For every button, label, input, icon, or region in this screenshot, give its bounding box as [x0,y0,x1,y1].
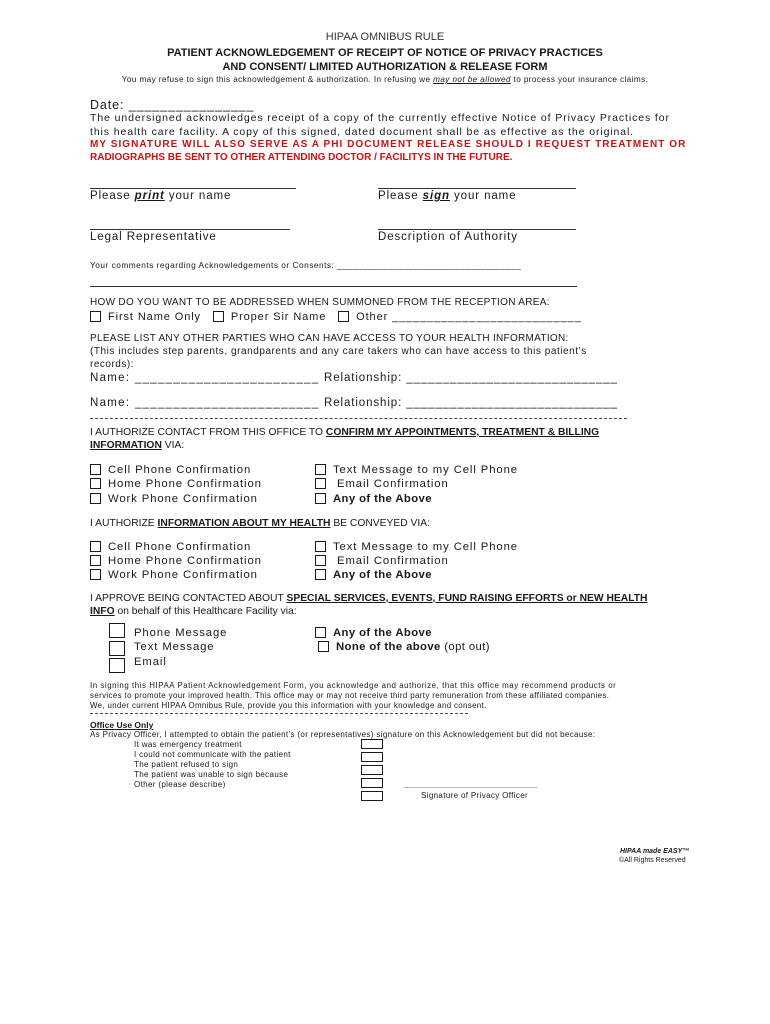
health-any-option[interactable] [315,569,432,581]
checkbox-icon[interactable] [315,493,326,504]
health-any-label: Any of the Above [333,569,432,581]
office-intro: As Privacy Officer, I attempted to obtain the patient’s (or representatives) signature on this Acknowledgement but did not because: [90,730,596,739]
party-name-2[interactable]: Name: ________________________ [90,397,320,409]
contact-text-label: Text Message to my Cell Phone [333,464,518,476]
warning-line1: MY SIGNATURE WILL ALSO SERVE AS A PHI DOCUMENT RELEASE SHOULD I REQUEST TREATMENT OR [90,139,687,150]
authority-label: Description of Authority [378,231,518,243]
form-title-line2: AND CONSENT/ LIMITED AUTHORIZATION & RELEASE FORM [222,61,548,73]
officer-signature-line[interactable]: ________________________________________ [404,782,538,788]
contact-email-label: Email Confirmation [337,478,449,490]
sign-em: sign [422,190,450,202]
approve-em2: INFO [90,606,115,617]
office-reason-2: I could not communicate with the patient [134,750,291,759]
opt-other-label: Other ___________________________ [356,311,582,323]
contact-heading-line2 [90,440,184,451]
approve-heading-line1 [90,593,647,604]
contact-any-label: Any of the Above [333,493,432,505]
address-options [90,311,582,323]
closing-line1: In signing this HIPAA Patient Acknowledgement Form, you acknowledge and authorize, that this office may recommend products or [90,681,617,690]
office-reason-1-checkbox[interactable] [361,739,383,749]
checkbox-icon[interactable] [90,478,101,489]
approve-any-label: Any of the Above [333,627,432,639]
contact-cell-option[interactable] [90,464,251,476]
health-text-option[interactable] [315,541,518,553]
checkbox-icon[interactable] [338,311,349,322]
approve-none-option[interactable] [318,641,490,653]
checkbox-icon[interactable] [318,641,329,652]
approve-phone-label: Phone Message [134,627,228,639]
opt-first-name[interactable] [90,311,201,323]
checkbox-icon[interactable] [90,464,101,475]
sign-name-line[interactable] [378,188,576,189]
sign-post: your name [449,190,517,202]
approve-none-post: (opt out) [440,641,490,653]
approve-text-label: Text Message [134,641,215,653]
office-reason-4: The patient was unable to sign because [134,770,289,779]
health-home-option[interactable] [90,555,262,567]
approve-em1: SPECIAL SERVICES, EVENTS, FUND RAISING EFFORTS or NEW HEALTH [286,593,648,604]
checkbox-icon[interactable] [315,569,326,580]
opt-other[interactable] [338,311,581,323]
office-use-title: Office Use Only [90,720,154,730]
print-name-line[interactable] [90,188,296,189]
office-reason-5-checkbox[interactable] [361,791,383,801]
section-divider [90,418,627,419]
health-text-label: Text Message to my Cell Phone [333,541,518,553]
checkbox-icon[interactable] [90,493,101,504]
party-relationship-2[interactable]: Relationship: _____________________________ [324,397,618,409]
comments-line[interactable] [90,286,577,287]
print-name-label [90,190,231,202]
health-post: BE CONVEYED VIA: [330,518,431,529]
approve-post: on behalf of this Healthcare Facility via: [114,606,297,617]
contact-text-option[interactable] [315,464,518,476]
brand-mark: HIPAA made EASY™ [620,848,690,855]
refusal-emphasis: may not be allowed [433,75,511,84]
office-divider [90,713,468,714]
form-title-line1: PATIENT ACKNOWLEDGEMENT OF RECEIPT OF NOTICE OF PRIVACY PRACTICES [167,47,603,59]
address-question: HOW DO YOU WANT TO BE ADDRESSED WHEN SUMMONED FROM THE RECEPTION AREA: [90,297,550,308]
opt-proper-name-label: Proper Sir Name [230,311,327,323]
contact-home-option[interactable] [90,478,262,490]
checkbox-icon[interactable] [315,464,326,475]
office-reason-4-checkbox[interactable] [361,778,383,788]
sign-name-label [378,190,516,202]
contact-email-option[interactable] [315,478,449,490]
checkbox-icon[interactable] [213,311,224,322]
closing-line2: services to promote your improved health. This office may or may not receive third party remuneration from these affiliated companies. [90,691,610,700]
print-pre: Please [90,190,135,202]
approve-heading-line2 [90,606,297,617]
form-rule-heading: HIPAA OMNIBUS RULE [325,31,445,43]
approve-phone-checkbox[interactable] [109,623,125,638]
print-post: your name [164,190,232,202]
legal-rep-line[interactable] [90,229,290,230]
approve-text-checkbox[interactable] [109,641,125,656]
approve-none-label: None of the above [336,641,441,653]
warning-line2: RADIOGRAPHS BE SENT TO OTHER ATTENDING DOCTOR / FACILITYS IN THE FUTURE. [90,152,513,163]
checkbox-icon[interactable] [90,569,101,580]
checkbox-icon[interactable] [315,555,326,566]
contact-em1: CONFIRM MY APPOINTMENTS, TREATMENT & BILLING [325,427,600,438]
contact-work-label: Work Phone Confirmation [108,493,258,505]
health-cell-option[interactable] [90,541,251,553]
health-cell-label: Cell Phone Confirmation [108,541,252,553]
refusal-pre: You may refuse to sign this acknowledgement & authorization. In refusing we [121,75,434,84]
refusal-post: to process your insurance claims. [510,75,649,84]
checkbox-icon[interactable] [315,478,326,489]
contact-em2: INFORMATION [90,440,162,451]
contact-any-option[interactable] [315,493,432,505]
health-heading [90,518,430,529]
office-reason-3-checkbox[interactable] [361,765,383,775]
approve-email-label: Email [134,656,167,668]
closing-line3: We, under current HIPAA Omnibus Rule, provide you this information with your knowledge and consent. [90,701,487,710]
checkbox-icon[interactable] [90,541,101,552]
parties-line3: records): [90,359,134,370]
contact-pre: I AUTHORIZE CONTACT FROM THIS OFFICE TO [90,427,326,438]
copyright-notice: ©All Rights Reserved [619,857,686,864]
parties-line2: (This includes step parents, grandparents and any care takers who can have access to this patient’s [90,346,587,357]
approve-email-checkbox[interactable] [109,658,125,673]
contact-work-option[interactable] [90,493,258,505]
contact-home-label: Home Phone Confirmation [108,478,262,490]
health-work-option[interactable] [90,569,258,581]
health-work-label: Work Phone Confirmation [108,569,258,581]
office-reason-5: Other (please describe) [134,780,226,789]
office-reason-3: The patient refused to sign [134,760,239,769]
opt-proper-name[interactable] [213,311,326,323]
comments-field[interactable]: Your comments regarding Acknowledgements or Consents: ____________________________________ [90,260,522,270]
contact-heading-line1 [90,427,599,438]
legal-rep-label: Legal Representative [90,231,217,243]
health-em: INFORMATION ABOUT MY HEALTH [157,518,331,529]
approve-any-option[interactable] [315,627,432,639]
officer-signature-label: Signature of Privacy Officer [421,791,529,800]
party-name-1[interactable]: Name: ________________________ [90,372,320,384]
health-pre: I AUTHORIZE [90,518,158,529]
office-reason-1: It was emergency treatment [134,740,242,749]
office-reason-2-checkbox[interactable] [361,752,383,762]
health-email-option[interactable] [315,555,449,567]
party-relationship-1[interactable]: Relationship: _____________________________ [324,372,618,384]
checkbox-icon[interactable] [90,555,101,566]
health-email-label: Email Confirmation [337,555,449,567]
opt-first-name-label: First Name Only [108,311,201,323]
date-field[interactable]: Date: ________________ [90,98,255,112]
contact-post: VIA: [161,440,185,451]
ack-line2: this health care facility. A copy of this signed, dated document shall be as effective as the original. [90,126,635,138]
health-home-label: Home Phone Confirmation [108,555,262,567]
parties-line1: PLEASE LIST ANY OTHER PARTIES WHO CAN HAVE ACCESS TO YOUR HEALTH INFORMATION: [90,333,569,344]
authority-line[interactable] [378,229,576,230]
checkbox-icon[interactable] [90,311,101,322]
contact-cell-label: Cell Phone Confirmation [108,464,252,476]
approve-pre: I APPROVE BEING CONTACTED ABOUT [90,593,287,604]
ack-line1: The undersigned acknowledges receipt of a copy of the currently effective Notice of Privacy Practices for [90,112,670,124]
refusal-notice [0,75,770,84]
print-em: print [134,190,165,202]
checkbox-icon[interactable] [315,541,326,552]
sign-pre: Please [378,190,423,202]
checkbox-icon[interactable] [315,627,326,638]
